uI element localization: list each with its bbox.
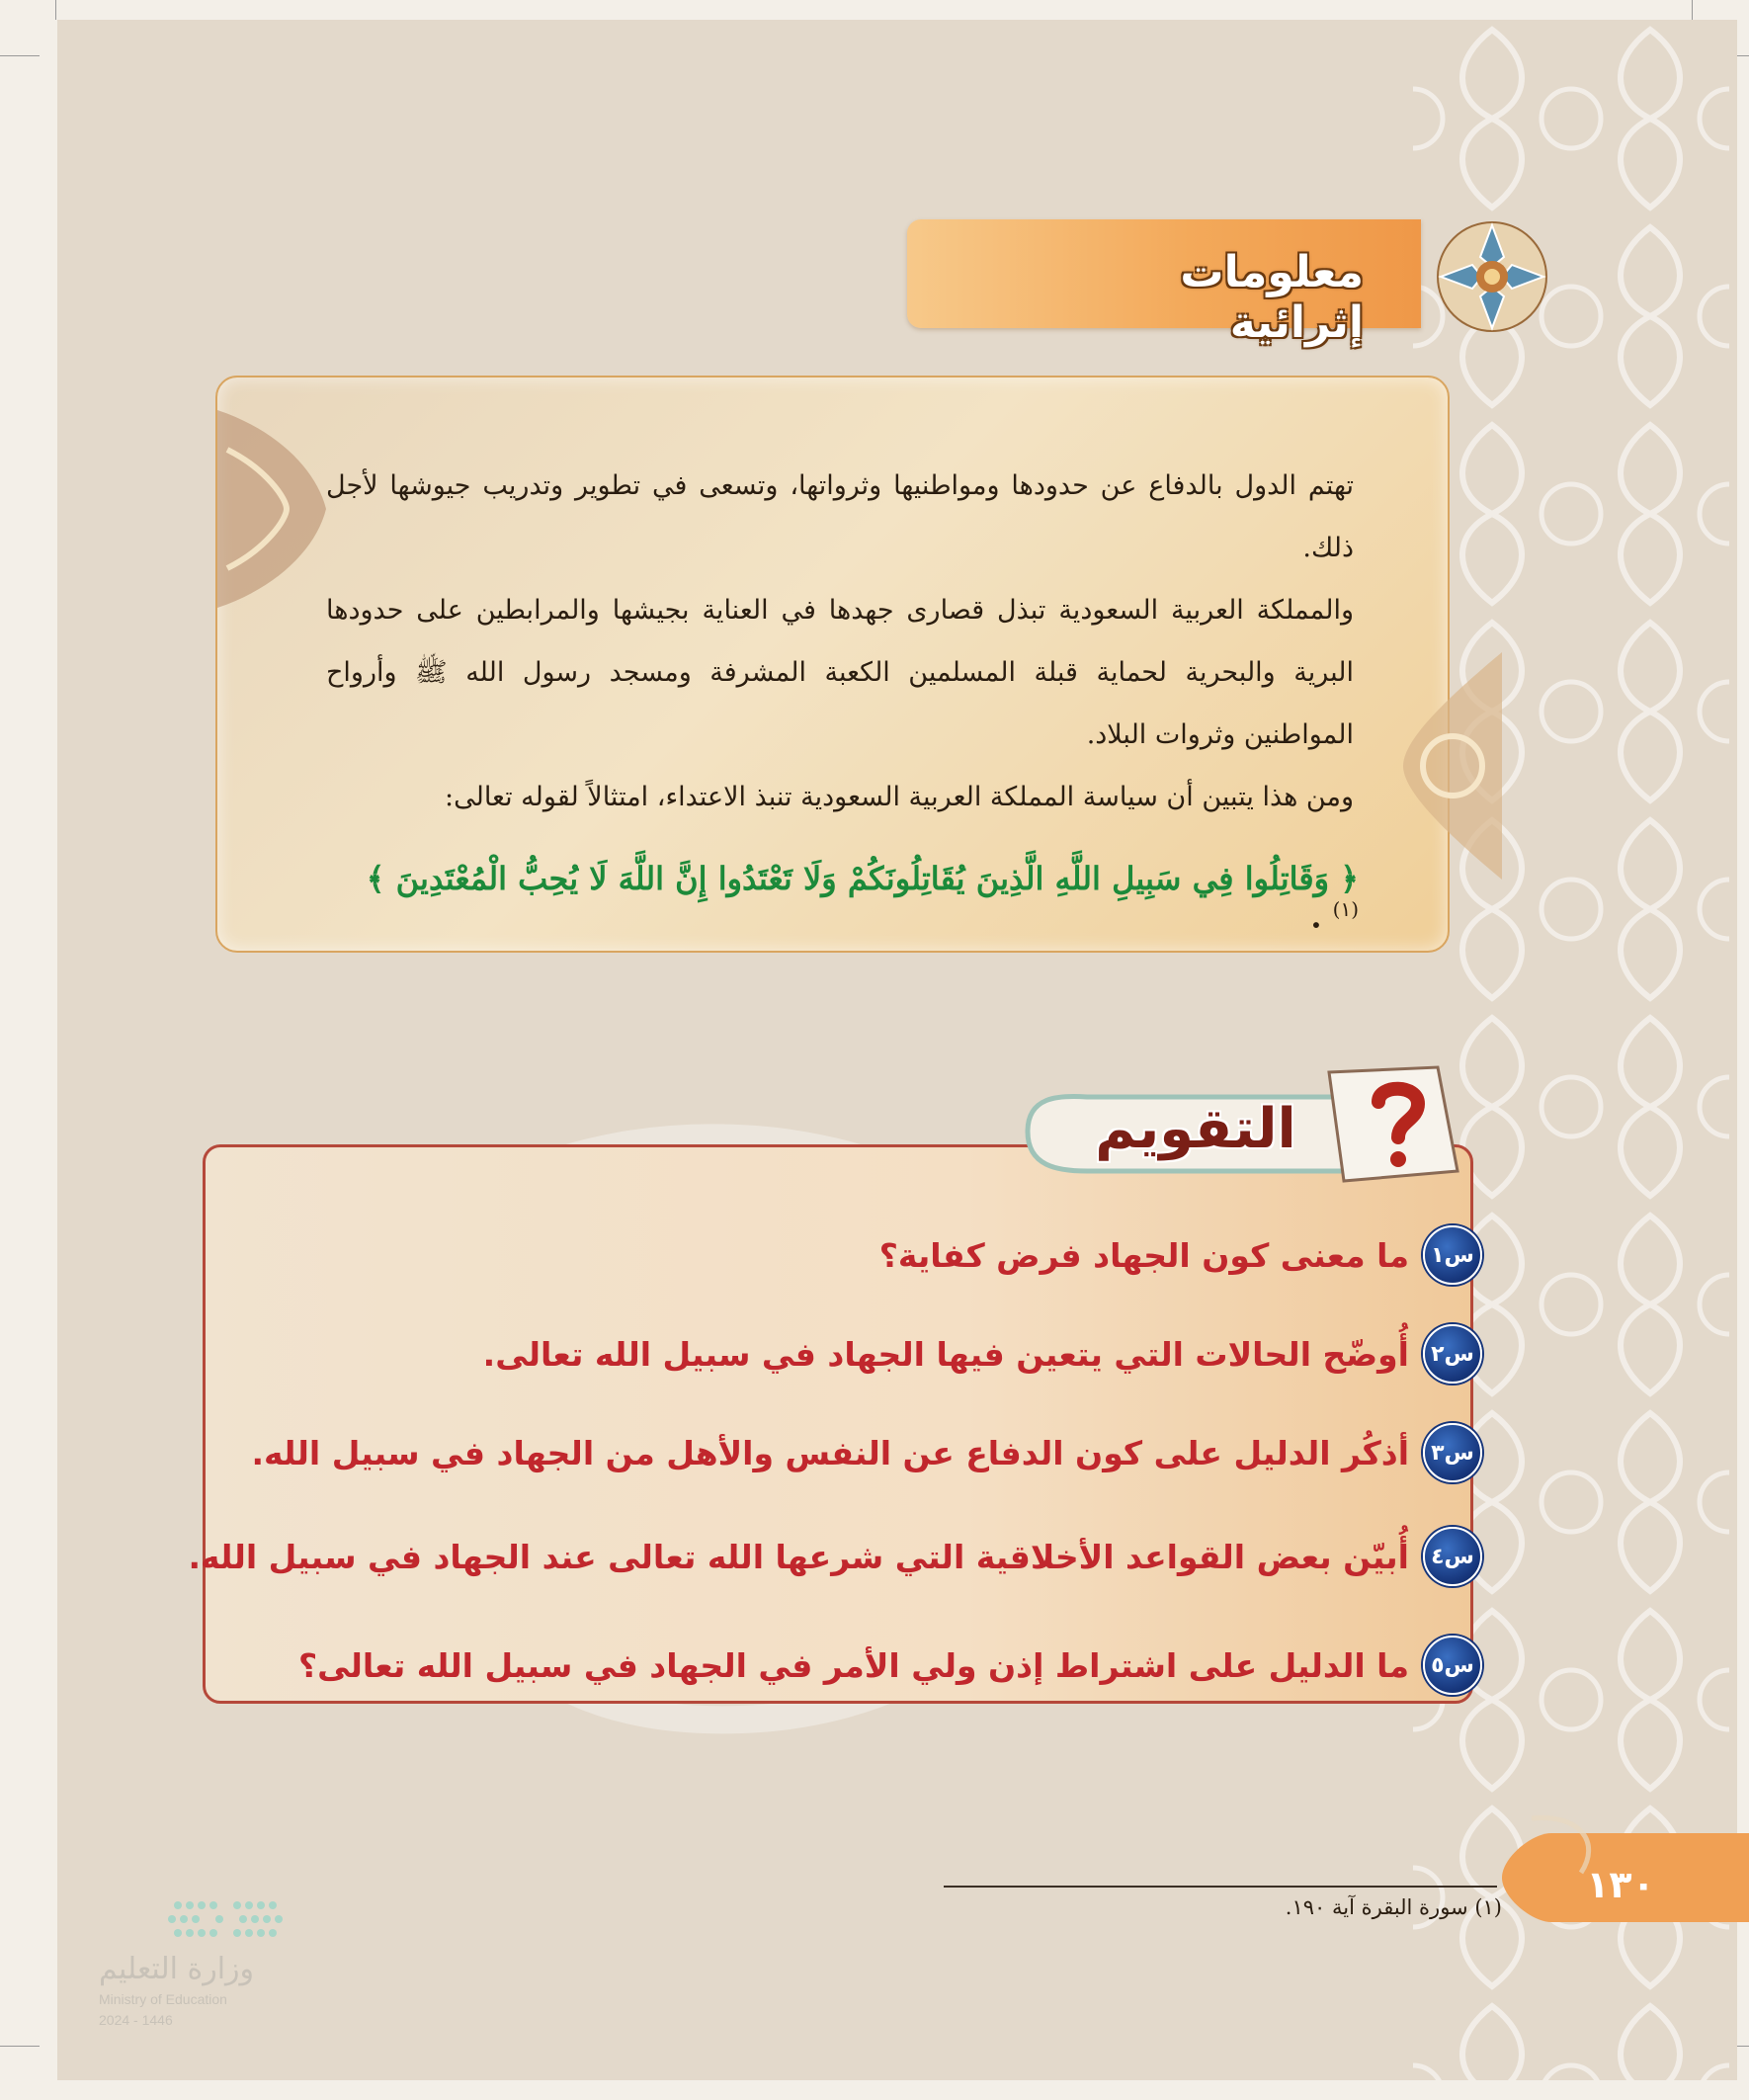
evaluation-title: التقويم: [1095, 1097, 1296, 1161]
enrichment-paragraph: تهتم الدول بالدفاع عن حدودها ومواطنيها وثرواتها، وتسعى في تطوير وتدريب جيوشها لأجل ذلك.: [326, 470, 1354, 563]
question-item: [298, 1636, 1482, 1695]
question-item: [188, 1527, 1482, 1586]
enrichment-title: معلومات إثرائية: [1180, 247, 1364, 348]
crop-mark: [0, 2046, 40, 2047]
question-item: [483, 1324, 1482, 1384]
verse-end: .: [1310, 897, 1322, 936]
question-text: أُبيّن بعض القواعد الأخلاقية التي شرعها الله تعالى عند الجهاد في سبيل الله.: [188, 1537, 1409, 1576]
question-item: [879, 1225, 1482, 1285]
question-text: أُوضّح الحالات التي يتعين فيها الجهاد في سبيل الله تعالى.: [482, 1334, 1409, 1374]
rosette-icon: [1423, 208, 1561, 346]
question-badge: س٢: [1423, 1324, 1482, 1384]
question-item: [252, 1423, 1483, 1482]
question-badge: س٥: [1423, 1636, 1482, 1695]
page-number: ١٣٠: [1586, 1863, 1655, 1906]
footnote-divider: [944, 1886, 1497, 1888]
ministry-logo-icon: [99, 1895, 336, 1955]
ministry-year: 2024 - 1446: [99, 2012, 173, 2028]
crop-mark: [1692, 0, 1693, 20]
question-badge: س٤: [1423, 1527, 1482, 1586]
verse-text: وَقَاتِلُوا فِي سَبِيلِ اللَّهِ الَّذِينَ يُقَاتِلُونَكُمْ وَلَا تَعْتَدُوا إِنَّ اللَّهَ لَا يُحِبُّ الْمُعْتَدِينَ: [395, 860, 1330, 897]
question-badge: س٣: [1423, 1423, 1482, 1482]
footnote-marker: (١): [1332, 897, 1359, 921]
crop-mark: [55, 0, 56, 20]
question-text: ما معنى كون الجهاد فرض كفاية؟: [878, 1235, 1409, 1275]
enrichment-paragraph: ومن هذا يتبين أن سياسة المملكة العربية السعودية تنبذ الاعتداء، امتثالاً لقوله تعالى:: [445, 782, 1354, 812]
verse-close-bracket: ﴾: [366, 860, 385, 897]
ministry-name-ar: وزارة التعليم: [99, 1952, 255, 1986]
ministry-name-en: Ministry of Education: [99, 1991, 227, 2007]
quran-verse: [341, 860, 1359, 936]
crop-mark: [0, 55, 40, 56]
question-badge: س١: [1423, 1225, 1482, 1285]
question-mark-icon: [1319, 1062, 1462, 1186]
verse-open-bracket: ﴿: [1340, 860, 1359, 897]
side-ornament: [1383, 642, 1512, 889]
question-text: أذكُر الدليل على كون الدفاع عن النفس والأهل من الجهاد في سبيل الله.: [251, 1433, 1409, 1472]
footnote: (١) سورة البقرة آية ١٩٠.: [1285, 1895, 1502, 1919]
question-text: ما الدليل على اشتراط إذن ولي الأمر في الجهاد في سبيل الله تعالى؟: [297, 1645, 1409, 1685]
enrichment-text: [326, 455, 1354, 828]
enrichment-paragraph: والمملكة العربية السعودية تبذل قصارى جهدها في العناية بجيشها والمرابطين على حدودها البرية والبحرية لحماية قبلة المسلمين الكعبة المشرفة ومسجد رسول الله ﷺ وأرواح المواطنين وثروات البلاد.: [326, 595, 1354, 750]
